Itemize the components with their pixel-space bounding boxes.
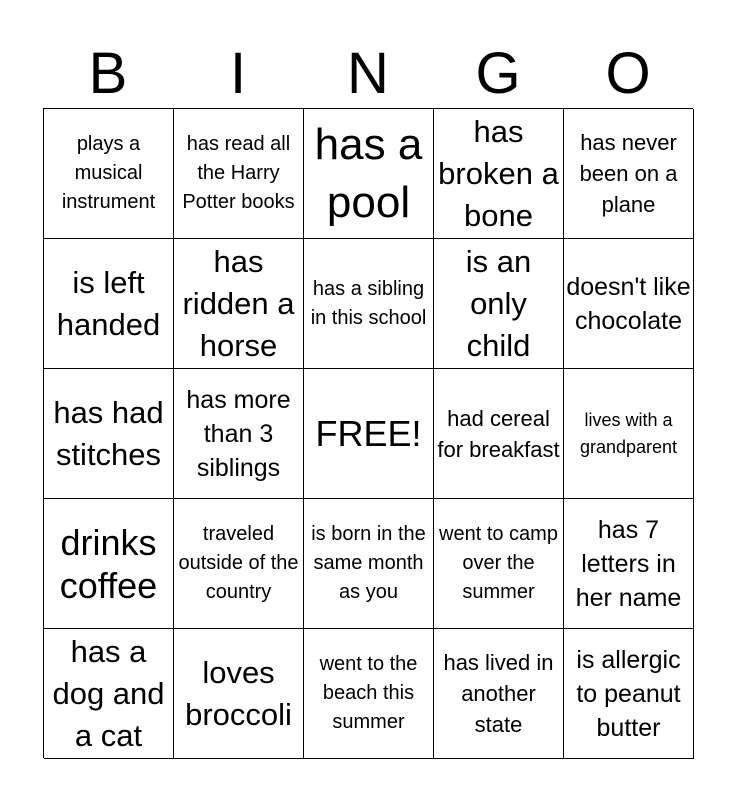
bingo-cell-text: has a sibling in this school bbox=[310, 277, 427, 329]
bingo-cell[interactable] bbox=[434, 369, 564, 499]
bingo-cell-text: is left handed bbox=[56, 264, 161, 342]
header-letter-i: I bbox=[229, 41, 247, 106]
bingo-cell[interactable] bbox=[564, 499, 694, 629]
bingo-cell-text: has more than 3 siblings bbox=[186, 385, 291, 482]
bingo-cell[interactable] bbox=[564, 629, 694, 759]
bingo-board bbox=[43, 108, 693, 758]
bingo-cell-text: has broken a bone bbox=[438, 113, 559, 233]
bingo-cell[interactable] bbox=[434, 239, 564, 369]
bingo-cell[interactable] bbox=[304, 109, 434, 239]
free-space[interactable] bbox=[304, 369, 434, 499]
bingo-cell[interactable] bbox=[174, 369, 304, 499]
bingo-cell-text: had cereal for breakfast bbox=[437, 405, 560, 462]
bingo-cell[interactable] bbox=[304, 629, 434, 759]
bingo-cell-text: went to camp over the summer bbox=[439, 523, 558, 603]
header-letter-b: B bbox=[88, 41, 128, 106]
bingo-cell-text: drinks coffee bbox=[59, 521, 158, 606]
bingo-cell[interactable] bbox=[174, 499, 304, 629]
bingo-cell[interactable] bbox=[174, 239, 304, 369]
bingo-cell-text: has a dog and a cat bbox=[52, 633, 165, 753]
bingo-cell-text: traveled outside of the country bbox=[178, 523, 299, 603]
bingo-cell-text: has read all the Harry Potter books bbox=[182, 133, 295, 213]
bingo-cell-text: has a pool bbox=[314, 119, 423, 227]
bingo-cell[interactable] bbox=[44, 239, 174, 369]
bingo-cell-text: doesn't like chocolate bbox=[566, 272, 691, 335]
bingo-cell-text: went to the beach this summer bbox=[319, 653, 418, 733]
bingo-cell-text: is an only child bbox=[465, 243, 532, 363]
bingo-cell-text: has had stitches bbox=[53, 394, 164, 472]
bingo-cell[interactable] bbox=[434, 629, 564, 759]
bingo-cell-text: loves broccoli bbox=[185, 654, 292, 732]
bingo-cell-text: FREE! bbox=[315, 413, 422, 454]
bingo-cell[interactable] bbox=[44, 629, 174, 759]
bingo-cell-text: has ridden a horse bbox=[182, 243, 295, 363]
bingo-cell[interactable] bbox=[304, 499, 434, 629]
bingo-cell-text: plays a musical instrument bbox=[61, 133, 156, 213]
bingo-cell[interactable] bbox=[564, 109, 694, 239]
bingo-cell-text: has never been on a plane bbox=[579, 130, 678, 217]
bingo-cell[interactable] bbox=[174, 629, 304, 759]
header-letter-g: G bbox=[475, 41, 521, 106]
bingo-cell-text: lives with a grandparent bbox=[579, 409, 678, 457]
header-letter-n: N bbox=[347, 41, 389, 106]
bingo-cell-text: is allergic to peanut butter bbox=[576, 645, 681, 742]
bingo-cell[interactable] bbox=[564, 369, 694, 499]
bingo-cell[interactable] bbox=[44, 499, 174, 629]
bingo-cell[interactable] bbox=[434, 109, 564, 239]
bingo-cell[interactable] bbox=[44, 109, 174, 239]
bingo-cell-text: is born in the same month as you bbox=[311, 523, 426, 603]
bingo-cell[interactable] bbox=[434, 499, 564, 629]
bingo-header bbox=[43, 40, 693, 108]
bingo-cell[interactable] bbox=[174, 109, 304, 239]
bingo-cell-text: has 7 letters in her name bbox=[575, 515, 682, 612]
header-letter-o: O bbox=[605, 41, 651, 106]
bingo-cell[interactable] bbox=[564, 239, 694, 369]
bingo-cell-text: has lived in another state bbox=[443, 650, 554, 737]
bingo-cell[interactable] bbox=[304, 239, 434, 369]
bingo-cell[interactable] bbox=[44, 369, 174, 499]
